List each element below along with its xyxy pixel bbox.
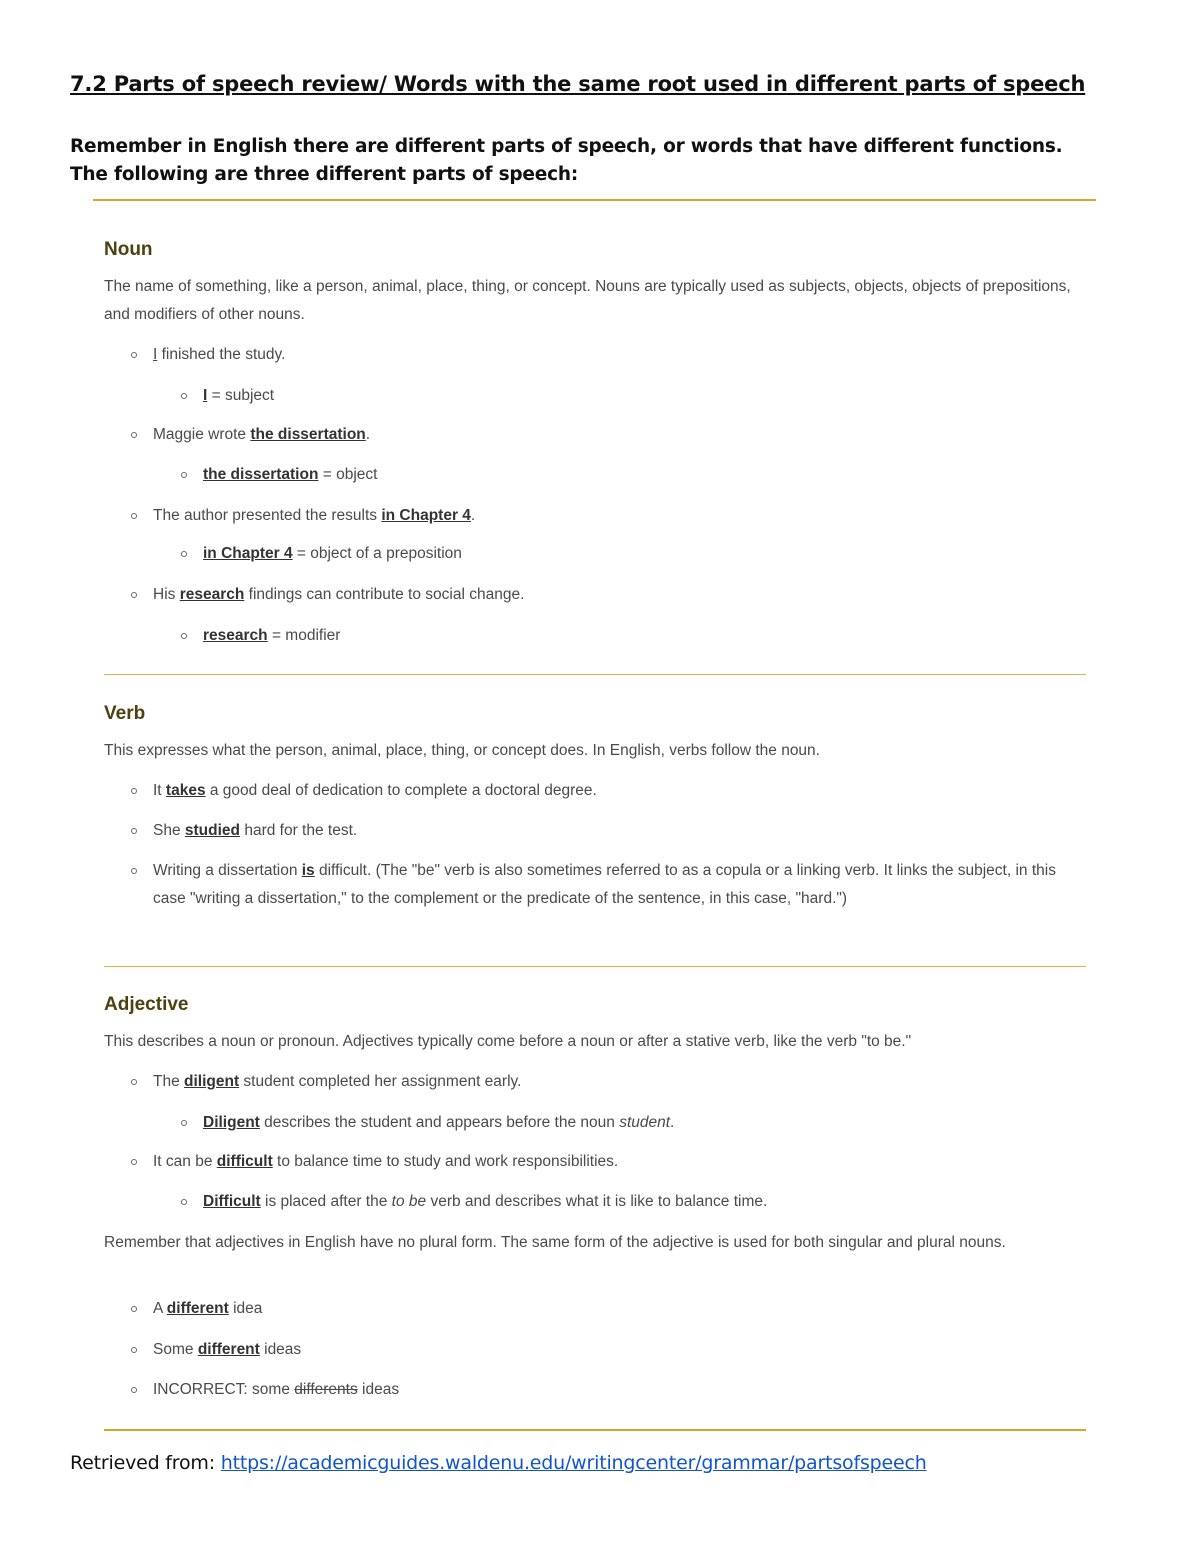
adjective-description: This describes a noun or pronoun. Adjectives typically come before a noun or after a stative verb, like the verb "to be." [104, 1033, 912, 1050]
noun-example-1-keyword: I [153, 346, 158, 363]
noun-example-3-post: . [470, 507, 476, 524]
retrieved-from-label: Retrieved from: [70, 1452, 221, 1474]
verb-description: This expresses what the person, animal, place, thing, or concept does. In English, verbs follow the noun. [104, 742, 820, 759]
adjective-plural-note: Remember that adjectives in English have no plural form. The same form of the adjective is used for both singular and plural nouns. [104, 1234, 1006, 1251]
top-divider [93, 199, 1096, 201]
adjective-example-4-pre: Some [153, 1341, 198, 1358]
adjective-example-2-pre: It can be [153, 1153, 217, 1170]
noun-example-2-note-text: = object [318, 466, 378, 483]
adjective-example-2-note-emphasis: to be [391, 1193, 427, 1210]
adjective-example-1-note-pre: describes the student and appears before the noun [259, 1114, 620, 1131]
verb-example-2-pre: She [153, 822, 185, 839]
adjective-example-4-post: ideas [259, 1341, 302, 1358]
intro-text: Remember in English there are different parts of speech, or words that have different functions. The following are three different parts of speech: [70, 136, 1063, 185]
adjective-example-3 [153, 1295, 1083, 1323]
verb-example-3-post: difficult. (The "be" verb is also sometimes referred to as a copula or a linking verb. It links the subject, in this case "writing a dissertation," to the complement or the predicate of the sentence, in this case, "hard.") [153, 862, 1056, 907]
noun-example-3-keyword: in Chapter 4 [381, 507, 471, 524]
adjective-example-4-keyword: different [197, 1341, 260, 1358]
verb-example-1-pre: It [153, 782, 166, 799]
noun-example-1-note [203, 382, 1083, 410]
noun-example-2-note [203, 461, 1083, 489]
adjective-example-2-keyword: difficult [216, 1153, 273, 1170]
noun-example-1 [153, 341, 1083, 369]
noun-example-4-note-text: = modifier [267, 627, 341, 644]
noun-description: The name of something, like a person, animal, place, thing, or concept. Nouns are typically used as subjects, objects, objects of prepositions, and modifiers of other nouns. [104, 278, 1071, 323]
noun-example-2-post: . [365, 426, 371, 443]
adjective-example-5 [153, 1376, 1083, 1404]
noun-example-4-note-keyword: research [203, 627, 268, 644]
verb-example-3-keyword: is [301, 862, 315, 879]
noun-example-1-note-text: = subject [207, 387, 275, 404]
source-link[interactable]: https://academicguides.waldenu.edu/writingcenter/grammar/partsofspeech [220, 1452, 927, 1474]
noun-example-2-note-keyword: the dissertation [203, 466, 319, 483]
adjective-example-1-keyword: diligent [184, 1073, 240, 1090]
verb-example-1-keyword: takes [165, 782, 206, 799]
verb-heading: Verb [104, 703, 146, 724]
verb-example-3 [153, 857, 1078, 913]
verb-example-3-pre: Writing a dissertation [153, 862, 302, 879]
noun-example-2-keyword: the dissertation [250, 426, 366, 443]
adjective-example-5-post: ideas [357, 1381, 400, 1398]
adjective-example-3-keyword: different [166, 1300, 229, 1317]
adjective-example-1-pre: The [153, 1073, 185, 1090]
noun-example-2 [153, 421, 1083, 449]
adjective-example-2 [153, 1148, 1083, 1176]
noun-example-3-pre: The author presented the results [153, 507, 382, 524]
adjective-example-1-post: student completed her assignment early. [239, 1073, 522, 1090]
noun-heading: Noun [104, 239, 153, 260]
noun-example-3-note-keyword: in Chapter 4 [203, 545, 293, 562]
verb-example-1 [153, 777, 1083, 805]
verb-example-2-post: hard for the test. [240, 822, 358, 839]
adjective-example-2-note-keyword: Difficult [203, 1193, 261, 1210]
adjective-example-2-note-post: verb and describes what it is like to balance time. [426, 1193, 768, 1210]
adjective-heading: Adjective [104, 994, 189, 1015]
adjective-example-3-post: idea [228, 1300, 263, 1317]
verb-adjective-divider [104, 966, 1086, 967]
verb-example-2-keyword: studied [184, 822, 241, 839]
noun-example-3 [153, 502, 1083, 530]
noun-example-3-note-text: = object of a preposition [292, 545, 462, 562]
adjective-example-1-note-post: . [670, 1114, 675, 1131]
noun-example-4 [153, 581, 1083, 609]
noun-example-4-post: findings can contribute to social change. [244, 586, 525, 603]
noun-example-2-pre: Maggie wrote [153, 426, 251, 443]
verb-example-1-post: a good deal of dedication to complete a doctoral degree. [205, 782, 597, 799]
noun-example-4-keyword: research [179, 586, 245, 603]
bottom-divider [104, 1429, 1086, 1431]
adjective-example-3-pre: A [153, 1300, 167, 1317]
adjective-example-5-pre: INCORRECT: some [153, 1381, 295, 1398]
noun-example-1-text: finished the study. [157, 346, 286, 363]
adjective-example-2-note-pre: is placed after the [260, 1193, 392, 1210]
adjective-example-4 [153, 1336, 1083, 1364]
retrieved-from [70, 1452, 927, 1474]
adjective-example-5-strikethrough: differents [294, 1381, 358, 1398]
adjective-example-1-note-emphasis: student [619, 1114, 671, 1131]
page-title: 7.2 Parts of speech review/ Words with the same root used in different parts of speech [70, 72, 1086, 96]
adjective-example-1 [153, 1068, 1083, 1096]
verb-example-2 [153, 817, 1083, 845]
noun-example-3-note [203, 540, 1083, 568]
noun-example-1-note-keyword: I [203, 387, 208, 404]
noun-verb-divider [104, 674, 1086, 675]
noun-example-4-note [203, 622, 1083, 650]
adjective-example-2-post: to balance time to study and work responsibilities. [272, 1153, 619, 1170]
adjective-example-1-note [203, 1109, 1083, 1137]
adjective-example-2-note [203, 1188, 1083, 1216]
noun-example-4-pre: His [153, 586, 180, 603]
adjective-example-1-note-keyword: Diligent [203, 1114, 260, 1131]
